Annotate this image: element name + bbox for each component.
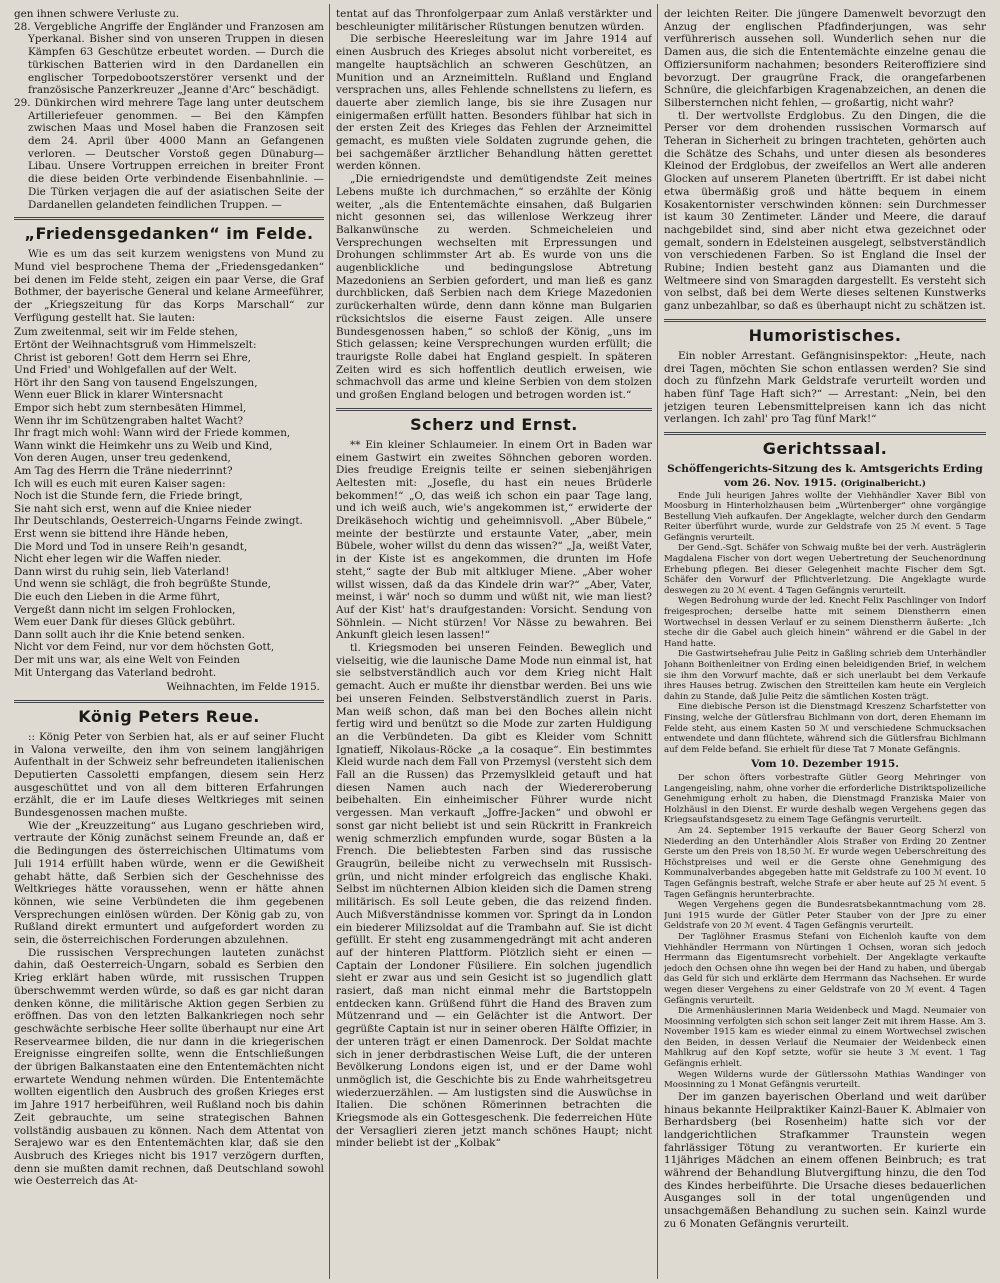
poem-stanza (14, 377, 324, 427)
court-case: Die Armenhäuslerinnen Maria Weidenbeck und Magd. Neumaier von Moosinning verfolgten sich schon seit langer Zeit mit ihrem Hasse. Am 3. November 1915 kam es wieder einmal zu einem Wortwechsel zwischen den Beiden, in dessen Verlauf die Neumaier der Weidenbeck einen Mahlkrug auf den Kopf setzte, wofür sie heute 3 ℳ event. 1 Tag Gefängnis erhielt. (664, 1006, 986, 1070)
court-date-2: Vom 10. Dezember 1915. (751, 758, 899, 771)
article-paragraph: Die russischen Versprechungen lauteten zunächst dahin, daß Oesterreich-Ungarn, sobald es Serbien den Krieg erklärt haben würde, mit russischen Truppen überschwemmt werden würde, so daß es gar nicht daran denken könne, die militärische Aktion gegen Serbien zu eröffnen. Das von den letzten Balkankriegen noch sehr geschwächte serbische Heer sollte überhaupt nur eine Art Reservearmee bilden, die nur dann in die kriegerischen Ereignisse eingreifen sollte, wenn die Entschließungen der übrigen Balkanstaaten eine den Ententemächten nicht erwartete Wendung nehmen würden. Die Ententemächte wollten eigentlich den Ausbruch des großen Krieges erst im Jahre 1917 herbeiführen, weil Rußland noch bis dahin Zeit gebrauchte, um seine strategischen Bahnen vollständig ausbauen zu können. Nach dem Attentat von Serajewo war es den Ententemächten klar, daß sie den Ausbruch des Krieges nicht bis 1917 verzögern durften, denn sie mußten damit rechnen, daß Deutschland sowohl wie Oesterreich das At- (14, 946, 324, 1188)
original-report-note: (Originalbericht.) (840, 478, 926, 489)
poem-line: Ihr Deutschlands, Oesterreich-Ungarns Feinde zwingt. (14, 515, 303, 528)
court-case: Wegen Bedrohung wurde der led. Knecht Felix Paschlinger von Indorf freigesprochen; derselbe hatte mit seinem Dienstherrn einen Wortwechsel in dessen Verlauf er zu seinem Dienstherrn äußerte: „Ich steche dir die Gabel auch gleich hinein“ während er die Gabel in der Hand hatte. (664, 596, 986, 649)
court-case: Der Gend.-Sgt. Schäfer von Schwaig mußte bei der verh. Austräglerin Magdalena Fischer von dort wegen Uebertretung der Seuchenordnung Erhebung pflegen. Bei dieser Gelegenheit machte Fischer dem Sgt. Schäfer den Vorwurf der Pflichtverletzung. Die Angeklagte wurde deswegen zu 20 ℳ event. 4 Tagen Gefängnis verurteilt. (664, 543, 986, 596)
column-middle (336, 8, 652, 1277)
poem-line: Hört ihr den Sang von tausend Engelszungen, (14, 376, 258, 389)
poem-line: Dann wirst du ruhig sein, lieb Vaterland! (14, 565, 230, 578)
court-date-text: vom 26. Nov. 1915. (724, 476, 837, 489)
court-case: Wegen Wilderns wurde der Gütlerssohn Mathias Wandinger von Moosinning zu 1 Monat Gefängnis verurteilt. (664, 1069, 986, 1091)
article-title-koenig-peter: König Peters Reue. (78, 706, 260, 726)
court-case: Am 24. September 1915 verkaufte der Bauer Georg Scherzl von Niederding an den Unterhändler Alois Straßer von Erding 20 Zentner Gerste um den Preis von 18,50 ℳ. Er wurde wegen Ueberschreitung des Höchstpreises und weil er die Gerste ohne Genehmigung des Kommunalverbandes abgegeben hatte mit Geldstrafe zu 100 ℳ event. 10 Tagen Gefängnis bestraft, welche Strafe er aber heute auf 25 ℳ event. 5 Tagen Gefängnis herunterbrachte. (664, 826, 986, 900)
column-right (664, 8, 986, 1277)
poem-line: Erst wenn sie bittend ihre Hände heben, (14, 527, 229, 540)
item-text: Vergebliche Angriffe der Engländer und Franzosen am Yperkanal. Bisher sind von unseren Truppen in diesen Kämpfen 63 Geschütze erbeutet worden. — Durch die türkischen Batterien wird in den Dardanellen ein englischer Torpedobootszerstörer versenkt und der französische Panzerkreuzer „Jeanne d'Arc“ beschädigt. (28, 20, 324, 97)
article-paragraph: Ein nobler Arrestant. Gefängnisinspektor: „Heute, nach drei Tagen, möchten Sie schon entlassen werden? Sie sind doch zu fünfzehn Mark Geldstrafe verurteilt worden und haben fünf Tage Haft sich?“ — Arrestant: „Nein, bei den jetzigen teuren Lebensmittelpreisen kann ich das nicht verlangen. Ich zahl' pro Tag fünf Mark!“ (664, 349, 986, 426)
court-case: Eine diebische Person ist die Dienstmagd Kreszenz Scharfstetter von Finsing, welche der Gütlersfrau Bichlmann von dort, deren Ehemann im Felde steht, aus einem Kasten 50 ℳ und verschiedene Schmucksachen entwendete und dann flüchtete, während sich die Gütlersfrau Bichlmann auf dem Felde befand. Sie erhielt für diese Tat 7 Monate Gefängnis. (664, 702, 986, 755)
chronicle-item (14, 97, 324, 211)
poem-line: Empor sich hebt zum sternbesäten Himmel, (14, 402, 247, 415)
article-title-scherz-und-ernst: Scherz und Ernst. (410, 414, 578, 434)
poem-line: Der mit uns war, als eine Welt von Feinden (14, 653, 240, 666)
poem-line: Mit Untergang das Vaterland bedroht. (14, 666, 217, 679)
poem-line: Dann sollt auch ihr die Knie betend senken. (14, 628, 245, 641)
section-divider (14, 217, 324, 220)
section-divider (336, 408, 652, 411)
poem-line: Wem euer Dank für dieses Glück gebührt. (14, 616, 236, 629)
article-title-humoristisches: Humoristisches. (748, 325, 902, 345)
article-title-gerichtssaal: Gerichtssaal. (762, 439, 888, 459)
article-paragraph: Wie der „Kreuzzeitung“ aus Lugano geschrieben wird, vertraute der König zunächst seinem Freunde an, daß er die Bedingungen des österreichischen Ultimatums vom Juli 1914 erfüllt haben würde, wenn er die Gewißheit gehabt hätte, daß Serbien sich der Geschehnisse des Weltkrieges hätte voraussehen, wenn er hätte ahnen können, wie seine Verbündeten die ihm gegebenen Versprechungen einlösen würden. Der König gab zu, von Rußland direkt ermuntert und aufgefordert worden zu sein, die österreichischen Forderungen abzulehnen. (14, 819, 324, 947)
poem-line: Die Mord und Tod in unsere Reih'n gesandt, (14, 540, 248, 553)
poem-line: Noch ist die Stunde fern, die Friede bringt, (14, 490, 243, 503)
poem-line: Ihr fragt mich wohl: Wann wird der Friede kommen, (14, 427, 291, 440)
poem-line: Christ ist geboren! Gott dem Herrn sei Ehre, (14, 351, 251, 364)
poem-stanza (14, 629, 324, 679)
poem (14, 326, 324, 679)
article-paragraph: :: König Peter von Serbien hat, als er auf seiner Flucht in Valona verweilte, den ihm von seinem langjährigen Aufenthalt in der Schweiz sehr befreundeten italienischen Deputierten Cassoletti empfangen, diesem sein Herz ausgeschüttet und von all dem bitteren Erfahrungen erzählt, die er im Laufe dieses Weltkrieges mit seinen Bundesgenossen machen mußte. (14, 730, 324, 820)
chronicle-intro: gen ihnen schwere Verluste zu. (14, 8, 180, 20)
column-left (14, 8, 324, 1277)
poem-stanza (14, 578, 324, 628)
poem-line: Vergeßt dann nicht im selgen Frohlocken, (14, 603, 236, 616)
article-paragraph: tentat auf das Thronfolgerpaar zum Anlaß verstärkter und beschleunigter militärischer Rüstungen benutzen würden. (336, 8, 652, 33)
item-number: 28. (14, 20, 31, 33)
poem-line: Wenn euer Blick in klarer Wintersnacht (14, 389, 223, 402)
poem-line: Ich will es euch mit euren Kaiser sagen: (14, 477, 226, 490)
article-paragraph: tl. Kriegsmoden bei unseren Feinden. Beweglich und vielseitig, wie die launische Dame Mode nun einmal ist, hat sie selbstverständlich auch vor dem Krieg nicht Halt gemacht. Auch er mußte ihr dienstbar werden. Bei uns wie bei unseren Feinden. Selbstverständlich zuerst in Paris. Man weiß schon, daß man bei den Boches allein nicht fertig wird und benützt so die Mode zur zarten Huldigung an die Verbündeten. Da gibt es Kleider vom Schnitt Ignatieff, Nikolaus-Röcke „a la cosaque“. Ein bestimmtes Kleid wurde nach dem Fall von Przemysl (versteht sich dem Fall an die Russen) das Przemyslkleid getauft und hat diesen Namen auch nach der Wiedereroberung beibehalten. Ein einheimischer Führer wurde nicht vergessen. Man verkauft „Joffre-Jacken“ und obwohl er sonst gar nicht beliebt ist und sein Rückritt in Frankreich wenig schmerzlich empfunden wurde, sogar Büsten a la French. Die beliebtesten Farben sind das russische Graugrün, beileibe nicht zu verwechseln mit Russisch-grün, und nicht minder erfolgreich das englische Khaki. Selbst im nüchternen Albion kleiden sich die Damen streng militärisch. Es soll Leute geben, die das reizend finden. Auch Mißverständnisse kommen vor. Springt da in London ein biederer Milizsoldat auf die Trambahn auf. Sie ist dicht gefüllt. Er steht eng zusammengedrängt mit acht anderen auf der hinteren Plattform. Plötzlich sieht er einen — Captain der Londoner Füsiliere. Ein solchen jugendlich sieht er zwar aus und sein Gesicht ist so jugendlich glatt rasiert, daß man nicht einmal mehr die Bartstoppeln entdecken kann. Grüßend führt die Hand des Braven zum Mützenrand und — ein Gelächter ist die Antwort. Der gegrüßte Captain ist nur in seiner oberen Hälfte Offizier, in der unteren trägt er einen Damenrock. Der Soldat machte sich in jener derbdrastischen Weise Luft, die der unteren Bevölkerung Londons eigen ist, und er der Dame wohl unmöglich ist, die Geschichte bis zu Ende wahrheitsgetreu wiederzuerzählen. — Am lustigsten sind die Auswüchse in Italien. Die schönen Römerinnen betrachten die Kriegsmode als ein Gottesgeschenk. Die federreichen Hüte der Versaglieri zieren jetzt manch schönes Haupt; nicht minder beliebt ist der „Kolbak“ (336, 642, 652, 1150)
court-reports (664, 773, 986, 1091)
column-rule (329, 4, 330, 1279)
section-divider (664, 319, 986, 322)
court-reports (664, 491, 986, 756)
poem-line: Und wenn sie schlägt, die froh begrüßte Stunde, (14, 578, 271, 591)
poem-line: Sie naht sich erst, wenn auf die Kniee nieder (14, 502, 252, 515)
poem-stanza (14, 427, 324, 477)
column-rule (657, 4, 658, 1279)
article-paragraph: Wie es um das seit kurzem wenigstens von Mund zu Mund viel besprochene Thema der „Friedensgedanken“ bei denen im Felde steht, zeigen ein paar Verse, die Graf Bothmer, der bayerische General und kelane Armeeführer, der „Kriegszeitung für das Korps Marschall“ zur Verfügung gestellt hat. Sie lauten: (14, 248, 324, 324)
poem-line: Zum zweitenmal, seit wir im Felde stehen, (14, 326, 238, 339)
section-divider (14, 700, 324, 703)
court-case: Ende Juli heurigen Jahres wollte der Viehhändler Xaver Bibl von Moosburg in Hinterholzhausen beim „Würtenberger“ ohne vorgängige Bestellung Vieh aufkaufen. Der Angeklagte, welcher durch den Gendarm Reiter überführt wurde, wurde zur Geldstrafe von 25 ℳ event. 5 Tage Gefängnis verurteilt. (664, 490, 986, 543)
poem-line: Und Fried' und Wohlgefallen auf der Welt. (14, 364, 237, 377)
chronicle-item (14, 21, 324, 97)
court-date (664, 477, 986, 490)
poem-stanza (14, 528, 324, 578)
poem-stanza (14, 478, 324, 528)
court-subtitle: Schöffengerichts-Sitzung des k. Amtsgerichts Erding (667, 463, 983, 476)
poem-line: Von deren Augen, unser treu gedenkend, (14, 452, 231, 465)
poem-line: Die euch den Lieben in die Arme führt, (14, 590, 220, 603)
poem-stanza (14, 326, 324, 376)
court-case: Der Taglöhner Erasmus Stefani von Eichenloh kaufte von dem Viehhändler Herrmann von Nürtingen 1 Ochsen, woran sich jedoch Herrmann das Eigentumsrecht vorbehielt. Der Angeklagte verkaufte jedoch den Ochsen ohne ihn wegen bei der Hand zu haben, und übergab das Geld für sich und erklärte dem Herrmann das Nachsehen. Er wurde wegen dieser Vergehens zu einer Geldstrafe von 20 ℳ event. 4 Tagen Gefängnis verurteilt. (664, 931, 986, 1006)
poem-line: Wann winkt die Heimkehr uns zu Weib und Kind, (14, 439, 273, 452)
poem-signature: Weihnachten, im Felde 1915. (166, 681, 320, 694)
article-paragraph: ** Ein kleiner Schlaumeier. In einem Ort in Baden war einem Gastwirt ein zweites Söhnchen geboren worden. Dies freudige Ereignis teilte er seinen siebenjährigen Aeltesten mit: „Josefle, du hast ein neues Brüderle bekommen!“ „O, das weiß ich schon ein paar Tage lang, und ich weiß auch, wie's angekommen ist,“ erwiderte der Dreikäsehoch wichtig und geheimnisvoll. „Aber Bübele,“ meinte der bestürzte und erstaunte Vater, „aber, mein Bübele, woher willst du denn das wissen?“ „Ja, weißt Vater, in der Kiste ist es angekommen, die drunten im Hofe steht,“ sagte der Bub mit altkluger Miene. „Aber woher willst wissen, daß da das Kindele drin war?“ „Aber, Vater, meinst, i wär' noch so dumm und wüßt nit, wie man liest? Auf der Kist' hat's draufgestanden: Vorsicht. Sendung von Söhnlein. — Nicht stürzen! Vor Nässe zu bewahren. Bei Ankunft gleich lesen lassen!“ (336, 438, 652, 642)
court-case: Die Gastwirtsehefrau Julie Peitz in Gaßling schrieb dem Unterhändler Johann Boithenleitner von Erding einen beleidigenden Brief, in welchem sie ihm den Vorwurf machte, daß er sich unerlaubt bei dem Verkaufe ihres Hauses betrug. Zwischen den Streitteilen kam heute ein Vergleich dahin zu Stande, daß Julie Peitz die sämtlichen Kosten trägt. (664, 649, 986, 702)
court-case: Der schon öfters vorbestrafte Gütler Georg Mehringer von Langengeisling, nahm, ohne vorher die erforderliche Distriktspolizeiliche Genehmigung erholt zu haben, die Dienstmagd Franziska Maier von Holzhäusl in den Dienst. Er wurde deshalb wegen Vergehens gegen das Kriegsaufstandsgesetz zu einem Tage Gefängnis verurteilt. (664, 773, 986, 826)
poem-line: Am Tag des Herrn die Träne niederrinnt? (14, 465, 233, 477)
poem-line: Wenn ihr im Schützengraben haltet Wacht? (14, 414, 244, 427)
article-paragraph: Die serbische Heeresleitung war im Jahre 1914 auf einen Ausbruch des Krieges absolut nicht vorbereitet, es mangelte hauptsächlich an schweren Geschützen, an Munition und an Arzneimitteln. Rußland und England versprachen uns, alles Fehlende schnellstens zu liefern, es dauerte aber ziemlich lange, bis sie ihre Zusagen nur einigermaßen erfüllt hatten. Besonders fühlbar hat sich in der ersten Zeit des Krieges das Fehlen der Arzneimittel gemacht, es mußten viele Soldaten zugrunde gehen, die bei sachgemäßer ärztlicher Behandlung hätten gerettet werden können. (336, 33, 652, 173)
article-paragraph: „Die erniedrigendste und demütigendste Zeit meines Lebens mußte ich durchmachen,“ so erzählte der König weiter, „als die Ententemächte einsahen, daß Bulgarien nicht gesonnen sei, das willenlose Werkzeug ihrer Balkanwünsche zu werden. Schmeicheleien und Versprechungen wechselten mit Erpressungen und Drohungen schlimmster Art ab. Es wurde von uns die augenblickliche und bedingungslose Abtretung Mazedoniens an Serbien gefordert, und man ließ es ganz durchblicken, daß Serbien nach dem Kriege Mazedonien zurückerhalten würde, denn dann könne man Bulgarien rücksichtslos die eiserne Faust zeigen. Alle unsere Bundesgenossen haben,“ so schloß der König, „uns im Stich gelassen; keine Versprechungen wurden erfüllt; die traurigste Rolle dabei hat England gespielt. In späteren Zeiten wird es sich hoffentlich deutlich erweisen, wie schmachvoll das arme und kleine Serbien von dem stolzen und großen England belogen und betrogen worden ist.“ (336, 173, 652, 402)
article-paragraph: der leichten Reiter. Die jüngere Damenwelt bevorzugt den Anzug der englischen Pfadfinderjungen, was sehr verführerisch aussehen soll. Wunderlich sehen nur die Damen aus, die sich die Ententemächte einzelne genau die Offiziersuniform nachahmen; besonders Reiteroffiziere sind bevorzugt. Der graugrüne Frack, die orangefarbenen Schnüre, die gleichfarbigen Kragenabzeichen, an denen die Silbersternchen nicht fehlen, — großartig, nicht wahr? (664, 8, 986, 109)
article-title-friedensgedanken: „Friedensgedanken“ im Felde. (24, 224, 314, 244)
court-case-kainzl: Der im ganzen bayerischen Oberland und weit darüber hinaus bekannte Heilpraktiker Kainzl-Bauer K. Ablmaier von Berhardsberg (bei Rosenheim) hatte sich vor der landgerichtlichen Strafkammer Traunstein wegen fahrlässiger Tötung zu verantworten. Er kurierte ein 11jähriges Mädchen an einem offenen Beinbruch; es trat während der Behandlung Blutvergiftung hinzu, die den Tod des Kindes herbeiführte. Die Ursache dieses bedauerlichen Ausganges soll in der total ungenügenden und unsachgemäßen Behandlung zu suchen sein. Kainzl wurde zu 6 Monaten Gefängnis verurteilt. (664, 1090, 986, 1230)
item-number: 29. (14, 96, 31, 109)
article-paragraph: tl. Der wertvollste Erdglobus. Zu den Dingen, die die Perser vor dem drohenden russischen Vormarsch auf Teheran in Sicherheit zu bringen trachteten, gehörten auch die Schätze des Schahs, und unter diesen als besonderes Kleinod der Erdglobus, der zweifellos an Wert alle anderen Glocken auf unserem Planeten übertrifft. Er ist dabei nicht etwa übermäßig groß und hätte bequem in einem Kosakentornister verschwinden können: sein Durchmesser ist kaum 30 Zentimeter. Länder und Meere, die darauf nachgebildet sind, sind aber nicht etwa gezeichnet oder gemalt, sondern in Edelsteinen ausgelegt, selbstverständlich von verschiedenen Farben. So ist England die Insel der Rubine; Indien besteht ganz aus Diamanten und die Weltmeere sind von Smaragden dargestellt. Es versteht sich von selbst, daß bei dem Werte dieses seltenen Kunstwerks ganz unbezahlbar, so daß es überhaupt nicht zu schätzen ist. (664, 109, 986, 313)
section-divider (664, 432, 986, 435)
item-text: Dünkirchen wird mehrere Tage lang unter deutschem Artilleriefeuer genommen. — Bei den Kämpfen zwischen Maas und Mosel haben die Franzosen seit dem 24. April über 4000 Mann an Gefangenen verloren. — Deutscher Vorstoß gegen Dünaburg—Libau. Unsere Vortruppen erreichen in breiter Front die diese beiden Orte verbindende Eisenbahnlinie. — Die Türken verjagen die auf der asiatischen Seite der Dardanellen gelandeten feindlichen Truppen. — (28, 96, 324, 211)
court-case: Wegen Vergehens gegen die Bundesratsbekanntmachung vom 28. Juni 1915 wurde der Gütler Peter Stauber von der Jpre zu einer Geldstrafe von 20 ℳ event. 4 Tagen Gefängnis verurteilt. (664, 900, 986, 932)
poem-line: Nicht vor dem Feind, nur vor dem höchsten Gott, (14, 641, 275, 654)
poem-line: Nicht eher legen wir die Waffen nieder. (14, 553, 222, 566)
poem-line: Ertönt der Weihnachtsgruß vom Himmelszelt: (14, 339, 257, 352)
